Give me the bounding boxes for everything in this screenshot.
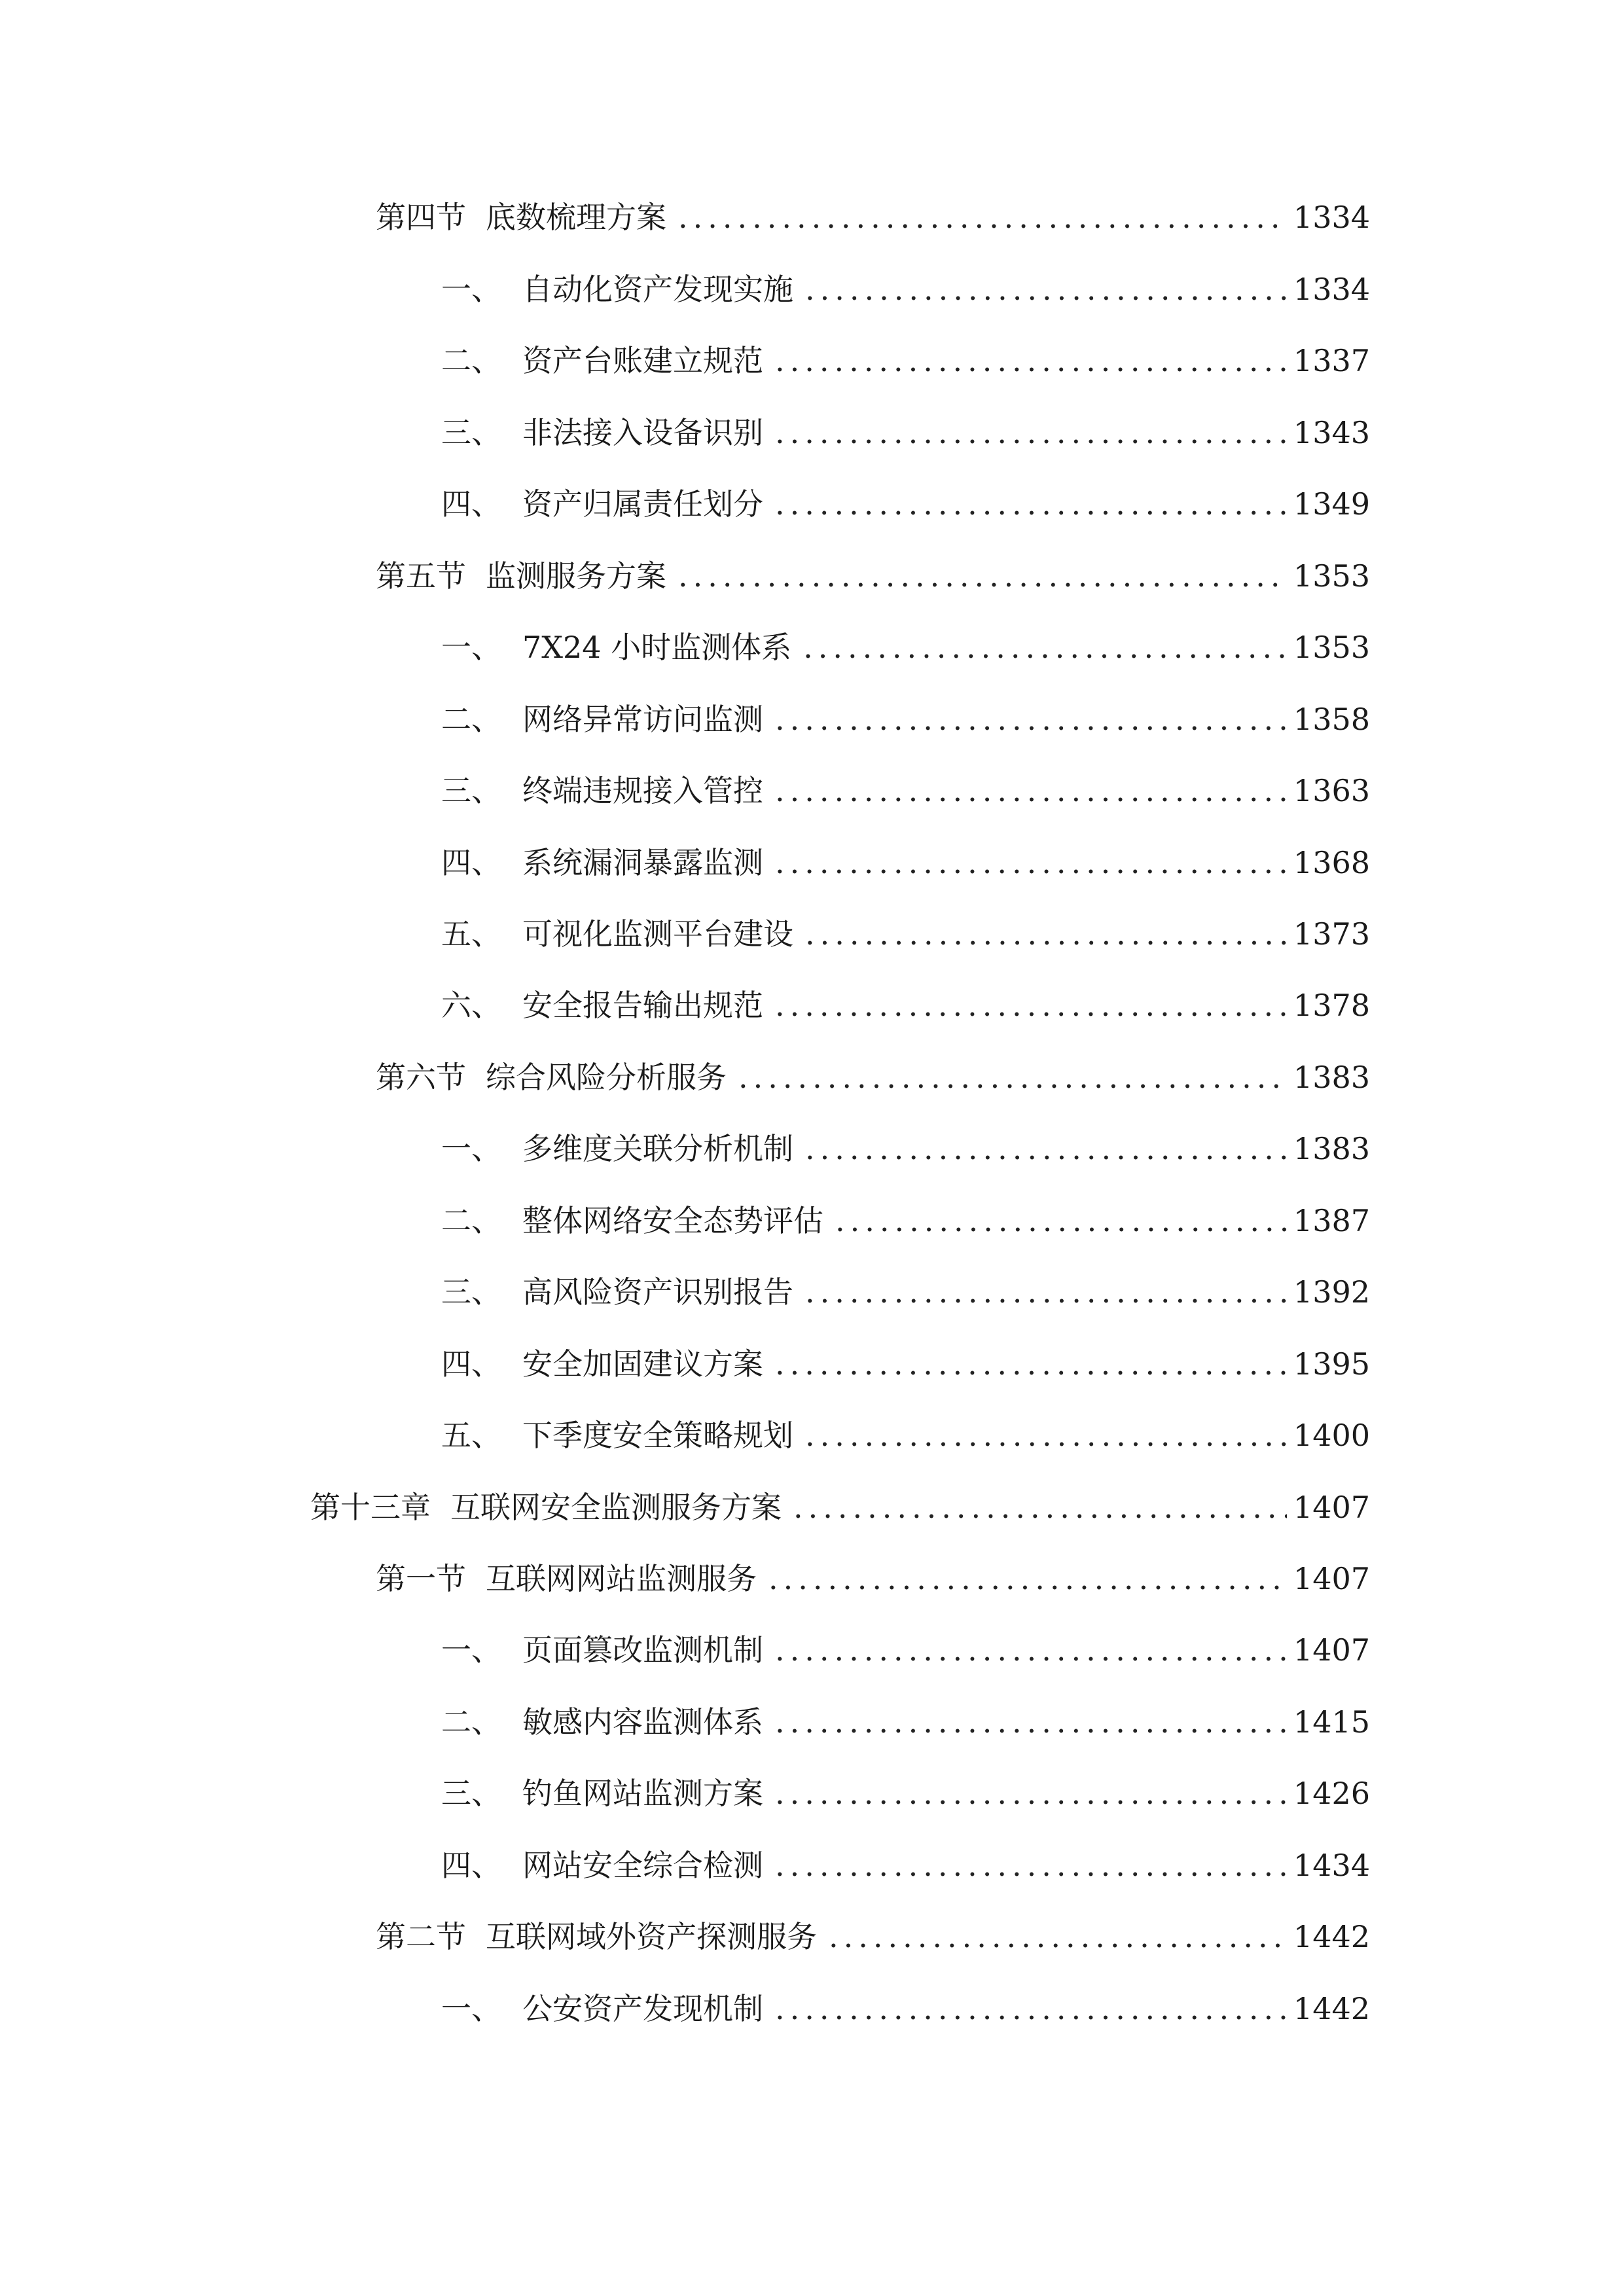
toc-entry-title: 系统漏洞暴露监测 bbox=[522, 845, 763, 880]
toc-entry[interactable] bbox=[376, 194, 1370, 240]
toc-entry-page: 1392 bbox=[1293, 1274, 1370, 1310]
toc-entry[interactable] bbox=[441, 1412, 1370, 1458]
toc-entry-title: 监测服务方案 bbox=[486, 558, 666, 594]
toc-entry-title: 下季度安全策略规划 bbox=[522, 1418, 793, 1453]
toc-entry-title: 公安资产发现机制 bbox=[522, 1991, 763, 2026]
toc-entry[interactable] bbox=[441, 768, 1370, 814]
toc-entry[interactable] bbox=[441, 624, 1370, 670]
toc-entry-page: 1349 bbox=[1293, 486, 1370, 522]
toc-entry[interactable] bbox=[441, 1842, 1370, 1888]
toc-entry[interactable] bbox=[441, 410, 1370, 456]
toc-entry-page: 1353 bbox=[1293, 558, 1370, 594]
toc-entry[interactable] bbox=[376, 553, 1370, 599]
toc-entry-title: 资产台账建立规范 bbox=[522, 343, 763, 378]
toc-entry-page: 1334 bbox=[1293, 200, 1370, 235]
dot-leader bbox=[678, 194, 1287, 240]
toc-entry-title: 自动化资产发现实施 bbox=[522, 272, 793, 307]
toc-entry-number: 三、 bbox=[441, 415, 501, 450]
toc-entry-number: 六、 bbox=[441, 988, 501, 1023]
dot-leader bbox=[738, 1054, 1287, 1100]
toc-entry-number: 四、 bbox=[441, 1346, 501, 1382]
toc-entry-page: 1373 bbox=[1293, 916, 1370, 952]
toc-entry-number: 二、 bbox=[441, 343, 501, 378]
toc-entry-number: 第四节 bbox=[376, 200, 466, 235]
toc-entry-page: 1383 bbox=[1293, 1131, 1370, 1166]
toc-entry-title: 安全报告输出规范 bbox=[522, 988, 763, 1023]
toc-entry-page: 1395 bbox=[1293, 1346, 1370, 1382]
dot-leader bbox=[775, 481, 1287, 527]
toc-entry-number: 一、 bbox=[441, 1991, 501, 2026]
toc-entry-number: 四、 bbox=[441, 1848, 501, 1883]
toc-entry-title: 底数梳理方案 bbox=[486, 200, 666, 235]
toc-entry-number: 五、 bbox=[441, 1418, 501, 1453]
toc-entry-page: 1368 bbox=[1293, 845, 1370, 880]
dot-leader bbox=[775, 410, 1287, 456]
toc-entry[interactable] bbox=[441, 338, 1370, 384]
toc-entry-title: 7X24 小时监测体系 bbox=[522, 630, 792, 665]
toc-entry-title: 整体网络安全态势评估 bbox=[522, 1203, 823, 1238]
toc-entry-number: 二、 bbox=[441, 1704, 501, 1740]
toc-entry-number: 一、 bbox=[441, 1632, 501, 1668]
toc-entry[interactable] bbox=[441, 1269, 1370, 1315]
toc-entry-page: 1407 bbox=[1293, 1490, 1370, 1525]
toc-entry-page: 1407 bbox=[1293, 1561, 1370, 1596]
toc-entry-number: 四、 bbox=[441, 845, 501, 880]
toc-entry-title: 敏感内容监测体系 bbox=[522, 1704, 763, 1740]
dot-leader bbox=[775, 696, 1287, 742]
toc-entry-number: 第二节 bbox=[376, 1919, 466, 1954]
toc-entry-number: 第五节 bbox=[376, 558, 466, 594]
toc-entry-number: 二、 bbox=[441, 1203, 501, 1238]
dot-leader bbox=[805, 1269, 1287, 1315]
toc-entry-number: 三、 bbox=[441, 773, 501, 808]
toc-entry-page: 1378 bbox=[1293, 988, 1370, 1023]
toc-entry[interactable] bbox=[441, 1341, 1370, 1387]
toc-entry-title: 多维度关联分析机制 bbox=[522, 1131, 793, 1166]
dot-leader bbox=[775, 1699, 1287, 1745]
toc-entry[interactable] bbox=[376, 1914, 1370, 1960]
toc-entry-number: 二、 bbox=[441, 702, 501, 737]
dot-leader bbox=[775, 982, 1287, 1028]
toc-entry-page: 1387 bbox=[1293, 1203, 1370, 1238]
toc-entry-page: 1442 bbox=[1293, 1991, 1370, 2026]
dot-leader bbox=[805, 1126, 1287, 1172]
toc-entry-page: 1383 bbox=[1293, 1060, 1370, 1095]
toc-entry[interactable] bbox=[376, 1556, 1370, 1602]
toc-entry-page: 1353 bbox=[1293, 630, 1370, 665]
toc-entry-number: 三、 bbox=[441, 1274, 501, 1310]
toc-entry-page: 1334 bbox=[1293, 272, 1370, 307]
toc-entry[interactable] bbox=[441, 1770, 1370, 1816]
toc-entry[interactable] bbox=[441, 266, 1370, 312]
toc-entry-page: 1442 bbox=[1293, 1919, 1370, 1954]
toc-entry[interactable] bbox=[441, 1699, 1370, 1745]
toc-entry-number: 第一节 bbox=[376, 1561, 466, 1596]
dot-leader bbox=[775, 1627, 1287, 1673]
toc-entry-page: 1426 bbox=[1293, 1776, 1370, 1811]
dot-leader bbox=[775, 1341, 1287, 1387]
dot-leader bbox=[829, 1914, 1287, 1960]
toc-entry-title: 网络异常访问监测 bbox=[522, 702, 763, 737]
toc-entry-title: 网站安全综合检测 bbox=[522, 1848, 763, 1883]
toc-entry-title: 非法接入设备识别 bbox=[522, 415, 763, 450]
toc-entry[interactable] bbox=[310, 1484, 1370, 1530]
toc-entry-title: 互联网域外资产探测服务 bbox=[486, 1919, 817, 1954]
toc-entry-number: 四、 bbox=[441, 486, 501, 522]
toc-entry-number: 一、 bbox=[441, 272, 501, 307]
toc-entry[interactable] bbox=[441, 1986, 1370, 2032]
toc-entry-number: 一、 bbox=[441, 1131, 501, 1166]
dot-leader bbox=[775, 1770, 1287, 1816]
dot-leader bbox=[775, 768, 1287, 814]
toc-entry[interactable] bbox=[441, 982, 1370, 1028]
toc-entry-title: 综合风险分析服务 bbox=[486, 1060, 727, 1095]
toc-entry-page: 1343 bbox=[1293, 415, 1370, 450]
toc-entry[interactable] bbox=[441, 481, 1370, 527]
toc-entry-page: 1363 bbox=[1293, 773, 1370, 808]
dot-leader bbox=[805, 266, 1287, 312]
toc-entry-page: 1337 bbox=[1293, 343, 1370, 378]
dot-leader bbox=[678, 553, 1287, 599]
toc-entry[interactable] bbox=[441, 840, 1370, 886]
toc-entry-number: 三、 bbox=[441, 1776, 501, 1811]
toc-entry[interactable] bbox=[441, 1198, 1370, 1244]
toc-entry-number: 第六节 bbox=[376, 1060, 466, 1095]
dot-leader bbox=[775, 1842, 1287, 1888]
toc-entry-number: 第十三章 bbox=[310, 1490, 431, 1525]
toc-entry[interactable] bbox=[441, 1627, 1370, 1673]
toc-entry-title: 互联网网站监测服务 bbox=[486, 1561, 757, 1596]
toc-entry-title: 安全加固建议方案 bbox=[522, 1346, 763, 1382]
dot-leader bbox=[768, 1556, 1287, 1602]
dot-leader bbox=[775, 1986, 1287, 2032]
toc-entry-number: 一、 bbox=[441, 630, 501, 665]
toc-entry-title: 互联网安全监测服务方案 bbox=[450, 1490, 782, 1525]
dot-leader bbox=[775, 338, 1287, 384]
dot-leader bbox=[803, 624, 1287, 670]
toc-entry-title: 终端违规接入管控 bbox=[522, 773, 763, 808]
toc-entry-page: 1358 bbox=[1293, 702, 1370, 737]
toc-entry[interactable] bbox=[441, 696, 1370, 742]
toc-entry[interactable] bbox=[441, 911, 1370, 957]
toc-entry-title: 资产归属责任划分 bbox=[522, 486, 763, 522]
dot-leader bbox=[805, 911, 1287, 957]
toc-entry-page: 1415 bbox=[1293, 1704, 1370, 1740]
toc-entry-title: 钓鱼网站监测方案 bbox=[522, 1776, 763, 1811]
dot-leader bbox=[793, 1484, 1287, 1530]
toc-entry[interactable] bbox=[376, 1054, 1370, 1100]
toc-entry-title: 页面篡改监测机制 bbox=[522, 1632, 763, 1668]
toc-entry[interactable] bbox=[441, 1126, 1370, 1172]
dot-leader bbox=[835, 1198, 1287, 1244]
dot-leader bbox=[805, 1412, 1287, 1458]
toc-entry-number: 五、 bbox=[441, 916, 501, 952]
toc-entry-page: 1400 bbox=[1293, 1418, 1370, 1453]
dot-leader bbox=[775, 840, 1287, 886]
toc-entry-page: 1407 bbox=[1293, 1632, 1370, 1668]
toc-entry-page: 1434 bbox=[1293, 1848, 1370, 1883]
toc-entry-title: 可视化监测平台建设 bbox=[522, 916, 793, 952]
toc-entry-title: 高风险资产识别报告 bbox=[522, 1274, 793, 1310]
